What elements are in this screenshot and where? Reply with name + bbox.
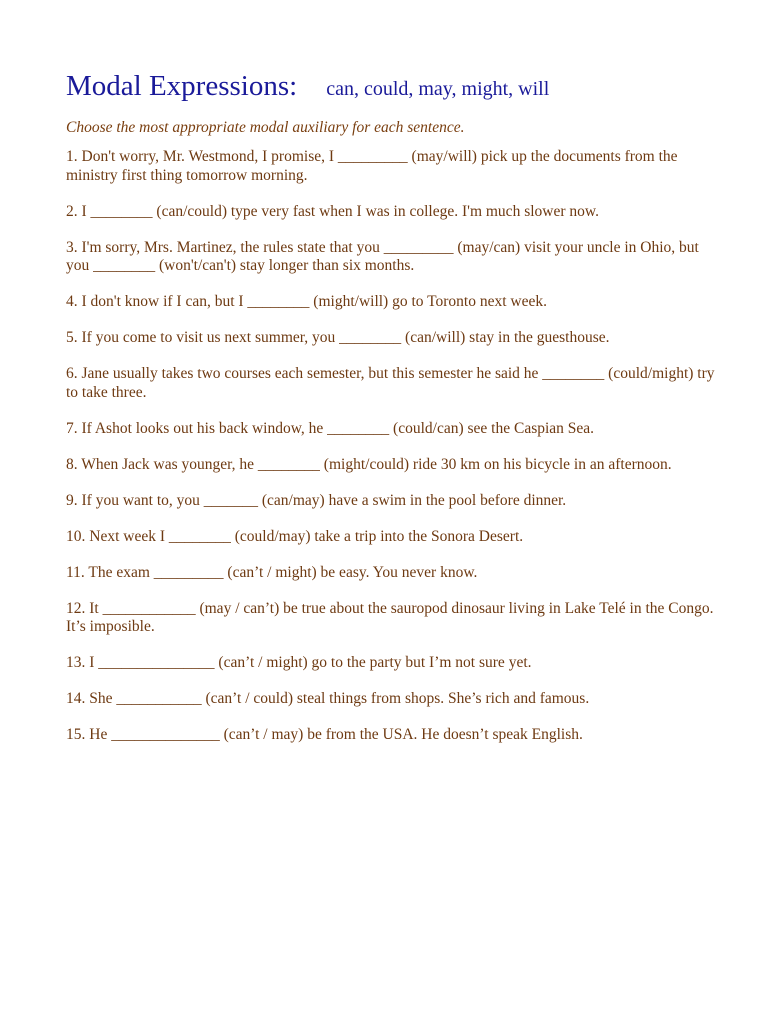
question-13: 13. I _______________ (can’t / might) go to the party but I’m not sure yet. xyxy=(66,654,532,671)
worksheet-page xyxy=(66,68,716,762)
question-6: 6. Jane usually takes two courses each semester, but this semester he said he ________ (could/might) try to take three. xyxy=(66,365,715,401)
question-3: 3. I'm sorry, Mrs. Martinez, the rules state that you _________ (may/can) visit your uncle in Ohio, but you ________ (won't/can't) stay longer than six months. xyxy=(66,238,699,274)
instructions: Choose the most appropriate modal auxiliary for each sentence. xyxy=(66,119,465,136)
question-15: 15. He ______________ (can’t / may) be from the USA. He doesn’t speak English. xyxy=(66,726,583,743)
question-9: 9. If you want to, you _______ (can/may) have a swim in the pool before dinner. xyxy=(66,491,567,509)
question-11: 11. The exam _________ (can’t / might) be easy. You never know. xyxy=(66,563,478,581)
title-row xyxy=(66,68,716,104)
question-8: 8. When Jack was younger, he ________ (might/could) ride 30 km on his bicycle in an afternoon. xyxy=(66,455,672,473)
question-12: 12. It ____________ (may / can’t) be true about the sauropod dinosaur living in Lake Telé in the Congo. It’s imposible. xyxy=(66,599,714,635)
question-10: 10. Next week I ________ (could/may) take a trip into the Sonora Desert. xyxy=(66,527,524,545)
question-4: 4. I don't know if I can, but I ________ (might/will) go to Toronto next week. xyxy=(66,293,547,310)
question-7: 7. If Ashot looks out his back window, he ________ (could/can) see the Caspian Sea. xyxy=(66,419,595,437)
question-list xyxy=(66,148,716,745)
question-14: 14. She ___________ (can’t / could) steal things from shops. She’s rich and famous. xyxy=(66,690,590,707)
question-1: 1. Don't worry, Mr. Westmond, I promise, I _________ (may/will) pick up the documents from the ministry first thing tomorrow morning. xyxy=(66,148,678,184)
question-5: 5. If you come to visit us next summer, you ________ (can/will) stay in the guesthouse. xyxy=(66,329,610,346)
question-2: 2. I ________ (can/could) type very fast when I was in college. I'm much slower now. xyxy=(66,202,599,220)
page-subtitle: can, could, may, might, will xyxy=(326,78,550,100)
page-title: Modal Expressions: xyxy=(66,70,298,102)
